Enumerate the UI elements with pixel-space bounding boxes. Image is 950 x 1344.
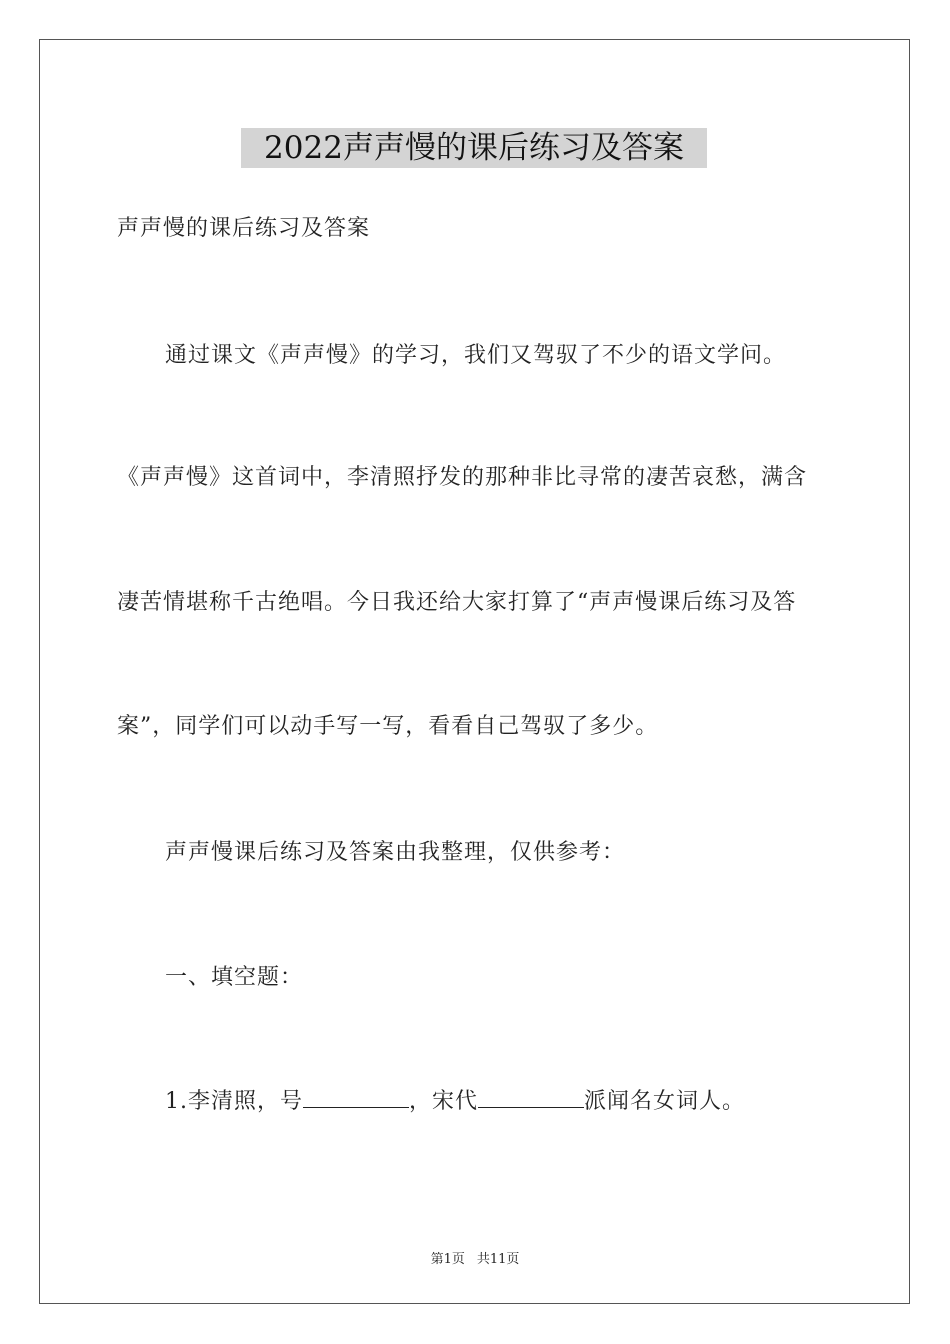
answer-blank-2	[478, 1089, 584, 1108]
paragraph-line-2: 《声声慢》这首词中，李清照抒发的那种非比寻常的凄苦哀愁，满含	[117, 465, 808, 490]
page-number: 第1页	[430, 1252, 465, 1267]
section-heading-fill-in: 一、填空题：	[165, 965, 304, 990]
question-1-text-b: ，宋代	[409, 1089, 479, 1114]
document-title: 2022声声慢的课后练习及答案	[241, 128, 707, 168]
answer-blank-1	[303, 1089, 409, 1108]
paragraph-line-4: 案”，同学们可以动手写一写，看看自己驾驭了多少。	[117, 714, 659, 739]
question-1	[165, 1084, 745, 1115]
paragraph-line-3: 凄苦情堪称千古绝唱。今日我还给大家打算了“声声慢课后练习及答	[117, 590, 797, 615]
page-footer	[0, 1248, 950, 1267]
paragraph-line-1: 通过课文《声声慢》的学习，我们又驾驭了不少的语文学问。	[165, 343, 787, 368]
question-1-text-a: 1.李清照，号	[165, 1089, 303, 1114]
document-subtitle: 声声慢的课后练习及答案	[117, 216, 371, 241]
page-total: 共11页	[476, 1252, 520, 1267]
paragraph-line-5: 声声慢课后练习及答案由我整理，仅供参考：	[165, 840, 626, 865]
question-1-text-c: 派闻名女词人。	[584, 1089, 746, 1114]
